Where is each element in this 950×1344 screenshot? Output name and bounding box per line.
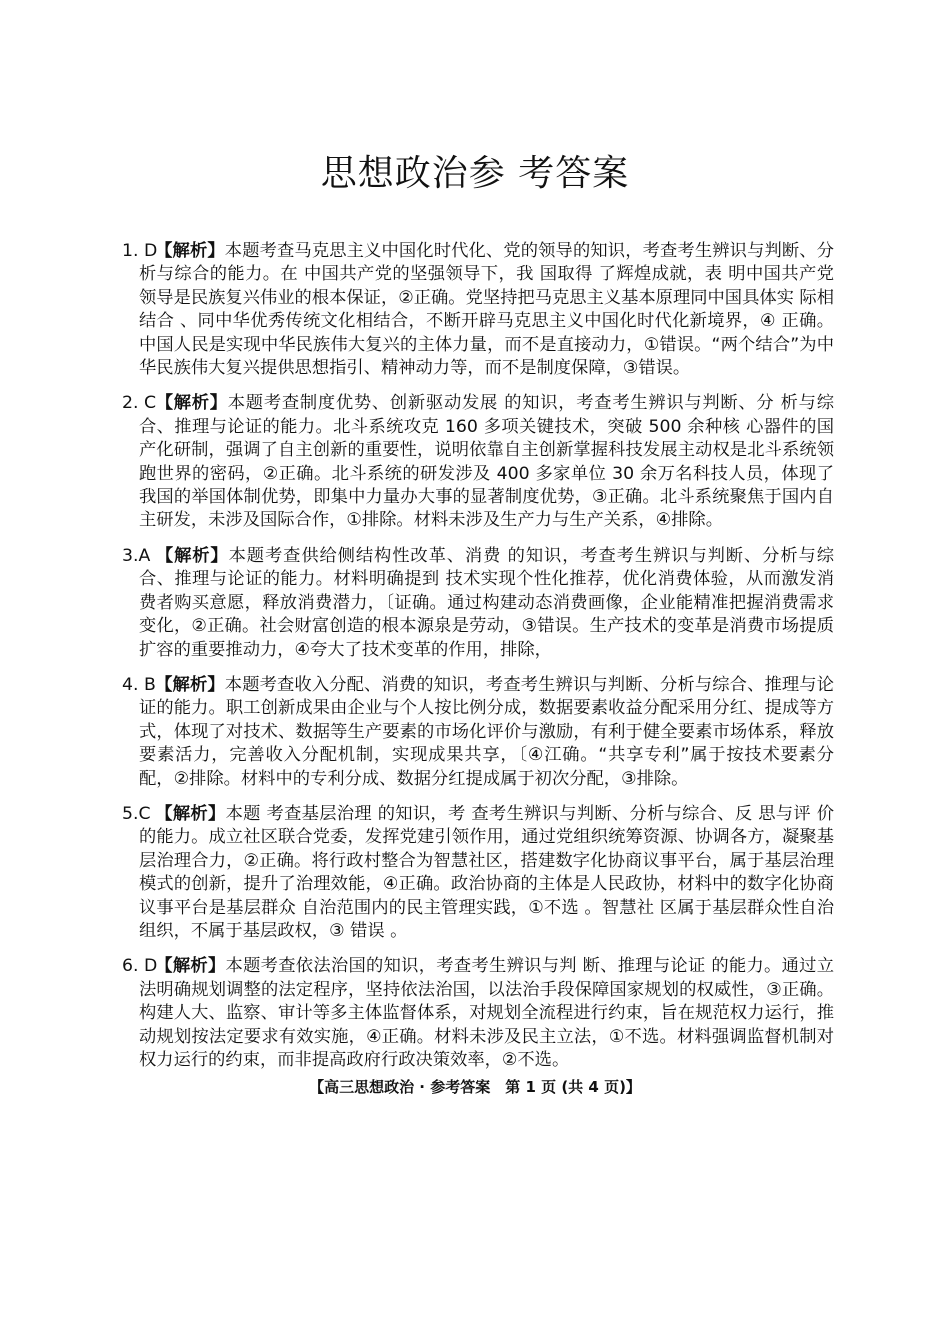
answer-item-1	[122, 240, 834, 380]
answer-number: 5.C	[122, 803, 151, 824]
analysis-tag: 【解析】	[155, 393, 228, 414]
answer-item-4	[122, 674, 834, 791]
page-footer: 【高三思想政治 · 参考答案 第 1 页 (共 4 页)】	[309, 1078, 641, 1096]
analysis-tag: 【解析】	[155, 803, 226, 824]
answer-number: 6. D	[122, 956, 158, 977]
answer-number: 4. B	[122, 674, 156, 695]
answer-number: 3.A	[122, 545, 151, 566]
analysis-text: 本题考查依法治国的知识，考查考生辨识与判 断、推理与论证 的能力。通过立法明确规划调整的法定程序，坚持依法治国，以法治手段保障国家规划的权威性，③正确。构建人大、监察、审计等多主体监督体系，对规划全流程进行约束，旨在规范权力运行，推动规划按法定要求有效实施，④正确。材料未涉及民主立法，①不选。材料强调监督机制对权力运行的约束，而非提高政府行政决策效率，②不选。	[139, 956, 834, 1070]
analysis-text: 本题考查马克思主义中国化时代化、党的领导的知识，考查考生辨识与判断、分析与综合的能力。在 中国共产党的坚强领导下，我 国取得 了辉煌成就，表 明中国共产党领导是民族复兴伟业的根本保证，②正确。党坚持把马克思主义基本原理同中国具体实 际相结合 、同中华优秀传统文化相结合，不断开辟马克思主义中国化时代化新境界，④ 正确。中国人民是实现中华民族伟大复兴的主体力量，而不是直接动力，①错误。“两个结合”为中华民族伟大复兴提供思想指引、精神动力等，而不是制度保障，③错误。	[139, 241, 834, 379]
analysis-tag: 【解析】	[155, 241, 225, 261]
answer-number: 1. D	[122, 241, 158, 261]
analysis-tag: 【解析】	[155, 956, 226, 977]
analysis-text: 本题考查制度优势、创新驱动发展 的知识，考查考生辨识与判断、分 析与综合、推理与论证的能力。北斗系统攻克 160 多项关键技术，突破 500 余种核 心器件的国产化研制，强调了自主创新的重要性，说明依靠自主创新掌握科技发展主动权是北斗系统领跑世界的密码，②正确。北斗系统的研发涉及 400 多家单位 30 余万名科技人员，体现了我国的举国体制优势，即集中力量办大事的显著制度优势，③正确。北斗系统聚焦于国内自主研发，未涉及国际合作，①排除。材料未涉及生产力与生产关系，④排除。	[139, 393, 834, 531]
answer-list	[122, 240, 834, 1084]
analysis-tag: 【解析】	[155, 674, 225, 695]
analysis-text: 本题考查供给侧结构性改革、消费 的知识，考查考生辨识与判断、分析与综合、推理与论证的能力。材料明确提到 技术实现个性化推荐，优化消费体验，从而激发消费者购买意愿，释放消费潜力，〔证确。通过构建动态消费画像，企业能精准把握消费需求变化，②正确。社会财富创造的根本源泉是劳动，③错误。生产技术的变革是消费市场提质扩容的重要推动力，④夸大了技术变革的作用，排除，	[139, 545, 834, 660]
page-title: 思想政治参 考答案	[320, 153, 630, 194]
analysis-text: 本题考查收入分配、消费的知识，考查考生辨识与判断、分析与综合、推理与论证的能力。职工创新成果由企业与个人按比例分成，数据要素收益分配采用分红、提成等方式，体现了对技术、数据等生产要素的市场化评价与激励，有利于健全要素市场体系，释放要素活力，完善收入分配机制，实现成果共享，〔④江确。“共享专利”属于按技术要素分配，②排除。材料中的专利分成、数据分红提成属于初次分配，③排除。	[139, 674, 834, 789]
analysis-text: 本题 考查基层治理 的知识，考 查考生辨识与判断、分析与综合、反 思与评 价的能力。成立社区联合党委，发挥党建引领作用，通过党组织统筹资源、协调各方，凝聚基层治理合力，②正确。将行政村整合为智慧社区，搭建数字化协商议事平台，属于基层治理模式的创新，提升了治理效能，④正确。政治协商的主体是人民政协，材料中的数字化协商议事平台是基层群众 自治范围内的民主管理实践，①不选 。智慧社 区属于基层群众性自治组织，不属于基层政权，③ 错误 。	[139, 803, 834, 941]
answer-item-3	[122, 545, 834, 662]
answer-number: 2. C	[122, 393, 157, 414]
answer-item-6	[122, 955, 834, 1072]
answer-item-2	[122, 392, 834, 532]
answer-item-5	[122, 803, 834, 943]
analysis-tag: 【解析】	[155, 545, 229, 566]
